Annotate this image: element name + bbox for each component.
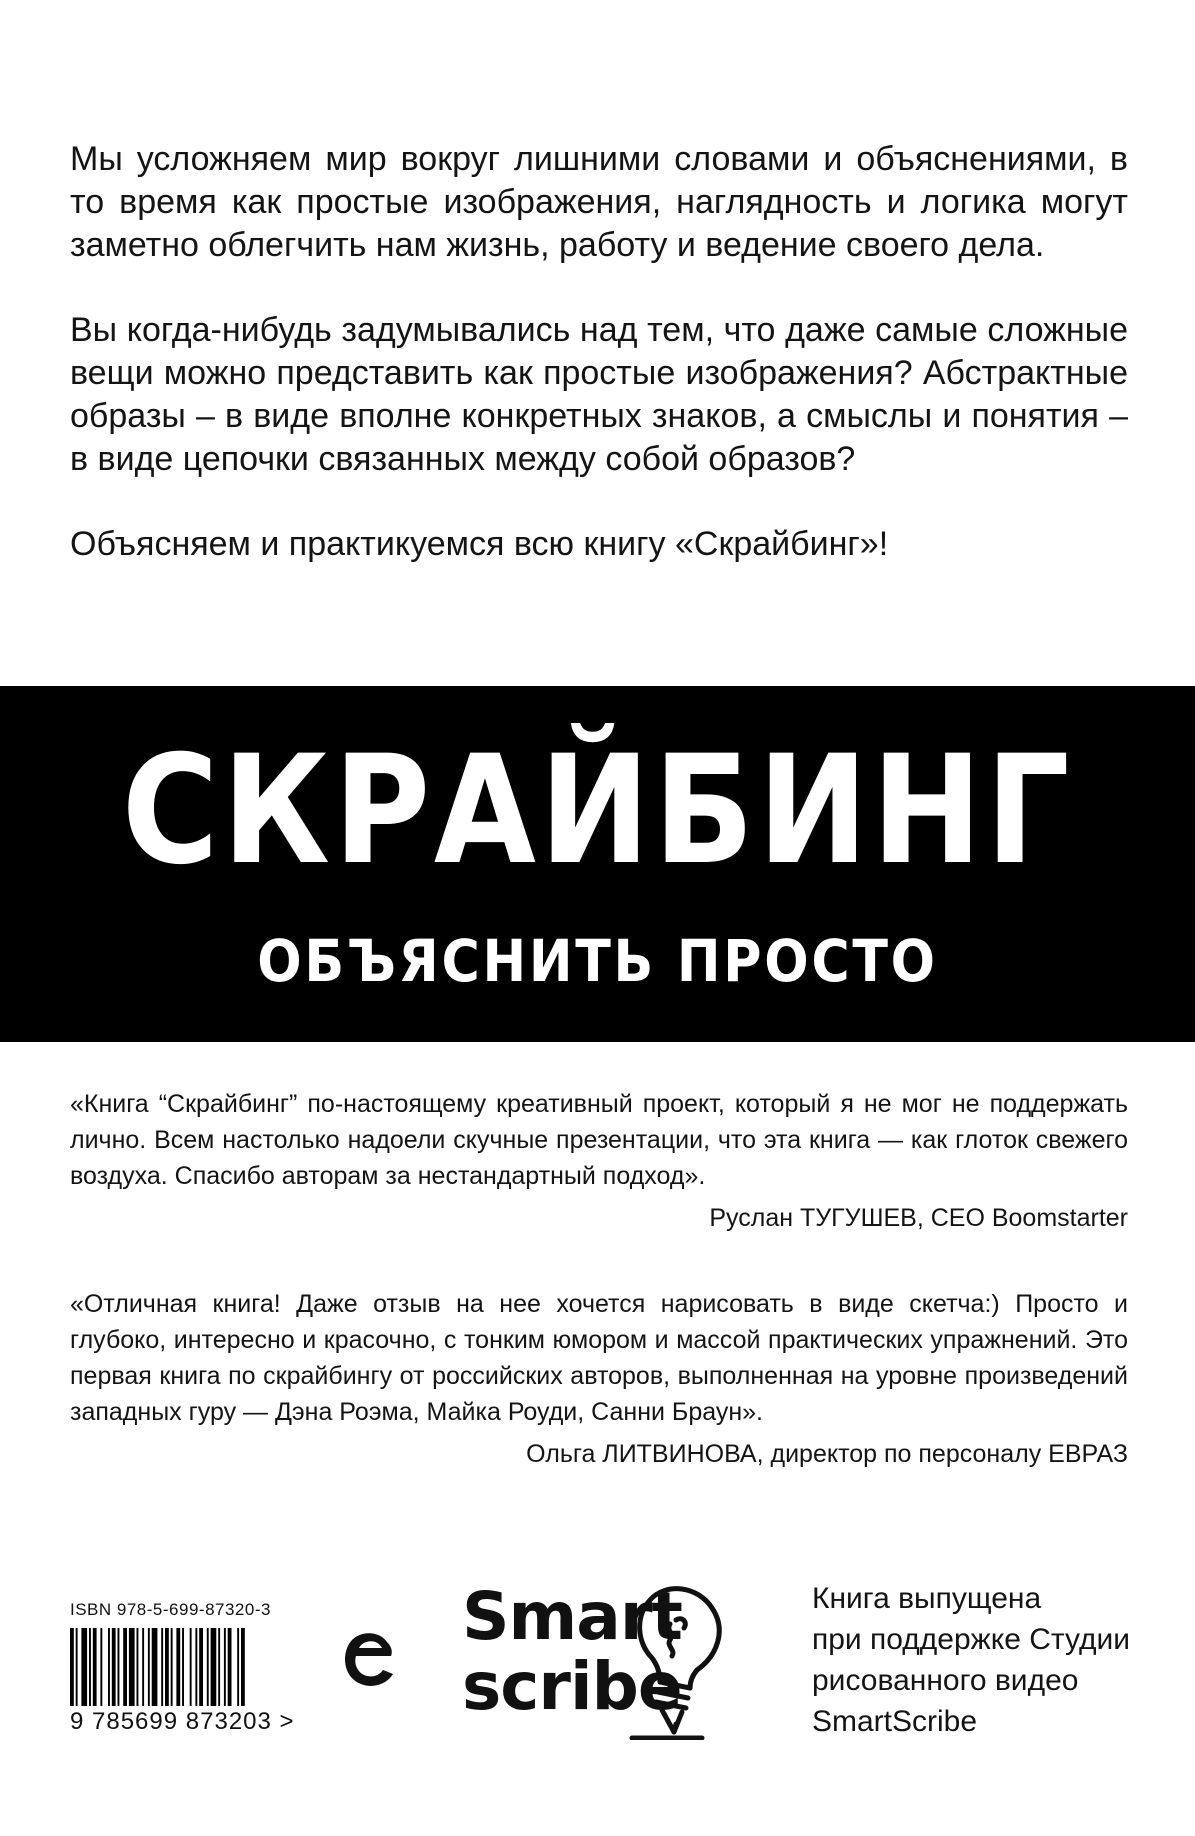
support-line-3: рисованного видео: [812, 1664, 1079, 1697]
smartscribe-logo-scribe: scribe: [462, 1648, 682, 1725]
review-quote-1: [70, 1086, 1128, 1236]
review-author-1: Руслан ТУГУШЕВ, CEO Boomstarter: [709, 1204, 1128, 1232]
intro-text: [70, 138, 1128, 608]
review-author-2: Ольга ЛИТВИНОВА, директор по персоналу ЕВРАЗ: [526, 1440, 1128, 1468]
lightbulb-pencil-icon: [462, 1570, 752, 1740]
title-banner: [0, 686, 1195, 1042]
review-quote-2: [70, 1286, 1128, 1472]
smartscribe-logo-smart: Smart: [462, 1578, 682, 1655]
intro-paragraph-2: Вы когда-нибудь задумывались над тем, что даже самые сложные вещи можно представить как простые изображения? Абстрактные образы – в виде вполне конкретных знаков, а смыслы и понятия – в виде цепочки связанных между собой образов?: [70, 311, 1128, 478]
book-title: СКРАЙБИНГ: [121, 724, 1074, 898]
support-note: [812, 1578, 1142, 1742]
isbn-barcode-block: [70, 1600, 300, 1735]
support-line-4: SmartScribe: [812, 1705, 978, 1738]
review-text-1: «Книга “Скрайбинг” по-настоящему креативный проект, который я не мог не поддержать лично. Всем настолько надоели скучные презентации, что эта книга — как глоток свежего воздуха. Спасибо авторам за нестандартный подход».: [70, 1090, 1128, 1190]
barcode-icon: [70, 1628, 300, 1708]
isbn-label: ISBN 978-5-699-87320-3: [70, 1600, 271, 1619]
intro-paragraph-3: Объясняем и практикуемся всю книгу «Скрайбинг»!: [70, 525, 889, 563]
book-subtitle: ОБЪЯСНИТЬ ПРОСТО: [257, 927, 938, 995]
eksmo-logo-icon: [335, 1620, 405, 1700]
support-line-1: Книга выпущена: [812, 1582, 1042, 1615]
review-text-2: «Отличная книга! Даже отзыв на нее хочется нарисовать в виде скетча:) Просто и глубоко, интересно и красочно, с тонким юмором и массой практических упражнений. Это первая книга по скрайбингу от российских авторов, выполненная на уровне произведений западных гуру — Дэна Роэма, Майка Роуди, Санни Браун».: [70, 1290, 1128, 1426]
intro-paragraph-1: Мы усложняем мир вокруг лишними словами и объяснениями, в то время как простые изображения, наглядность и логика могут заметно облегчить нам жизнь, работу и ведение своего дела.: [70, 140, 1128, 264]
support-line-2: при поддержке Студии: [812, 1623, 1130, 1656]
barcode-digits: 9 785699 873203 >: [70, 1708, 295, 1735]
